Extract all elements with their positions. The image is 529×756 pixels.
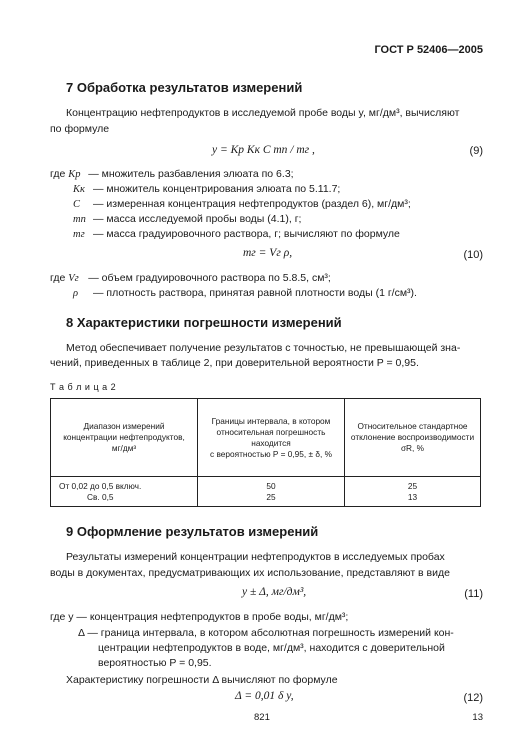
section-8-line-1: Метод обеспечивает получение результатов с точностью, не превышающей зна- [66,342,461,354]
section-7-intro-line-1: Концентрацию нефтепродуктов в исследуемой пробе воды y, мг/дм³, вычисляют [66,107,460,119]
definition-mp: mп — масса исследуемой пробы воды (4.1), г; [73,213,302,225]
definition-rho: ρ — плотность раствора, принятая равной плотности воды (1 г/см³). [73,287,417,299]
table-row [51,477,481,507]
definition-kk: Kк — множитель концентрирования элюата по 5.11.7; [73,183,341,195]
definition-kp: где Kр — множитель разбавления элюата по 6.3; [50,168,294,180]
section-7-title: 7 Обработка результатов измерений [66,80,303,95]
cell-delta: 50 25 [198,477,345,507]
header-interval: Границы интервала, в котором относительная погрешность находится с вероятностью P = 0,95, ± δ, % [198,399,345,477]
header-sigma: Относительное стандартное отклонение воспроизводимости σR, % [345,399,481,477]
definition-mg: mг — масса градуировочного раствора, г; вычисляют по формуле [73,228,400,240]
section-9-line-2: воды в документах, предусматривающих их использование, представляют в виде [50,567,450,579]
equation-10: mг = Vг ρ, [243,247,293,259]
document-header: ГОСТ Р 52406—2005 [374,44,483,56]
equation-12: Δ = 0,01 δ y, [235,690,294,702]
cell-range: От 0,02 до 0,5 включ. Св. 0,5 [51,477,198,507]
section-8-title: 8 Характеристики погрешности измерений [66,315,342,330]
cell-sigma: 25 13 [345,477,481,507]
equation-9-number: (9) [469,145,483,157]
definition-delta-line-1: Δ — граница интервала, в котором абсолютная погрешность измерений кон- [78,627,454,639]
definition-delta-line-3: вероятностью P = 0,95. [98,657,212,669]
section-7-intro-line-2: по формуле [50,123,110,135]
equation-9: y = Kр Kк C mп / mг , [212,144,315,156]
header-range: Диапазон измерений концентрации нефтепродуктов, мг/дм³ [51,399,198,477]
footer-page-code: 821 [254,712,270,723]
definition-vg: где Vг — объем градуировочного раствора по 5.8.5, см³; [50,272,331,284]
section-8-line-2: чений, приведенных в таблице 2, при доверительной вероятности P = 0,95. [50,357,419,369]
section-9-title: 9 Оформление результатов измерений [66,524,319,539]
definition-y: где y — концентрация нефтепродуктов в пробе воды, мг/дм³; [50,611,349,623]
equation-12-number: (12) [463,692,483,704]
equation-10-number: (10) [463,249,483,261]
footer-page-number: 13 [472,712,483,723]
section-9-line-1: Результаты измерений концентрации нефтепродуктов в исследуемых пробах [66,551,445,563]
table-caption: Т а б л и ц а 2 [50,382,117,392]
equation-11-number: (11) [464,588,483,600]
definition-delta-line-2: центрации нефтепродуктов в воде, мг/дм³, находится с доверительной [98,642,445,654]
definition-c: C — измеренная концентрация нефтепродуктов (раздел 6), мг/дм³; [73,198,411,210]
equation-11: y ± Δ, мг/дм³, [242,586,307,598]
table-header-row [51,399,481,477]
table-2 [50,398,481,507]
section-9-line-3: Характеристику погрешности Δ вычисляют по формуле [66,674,338,686]
